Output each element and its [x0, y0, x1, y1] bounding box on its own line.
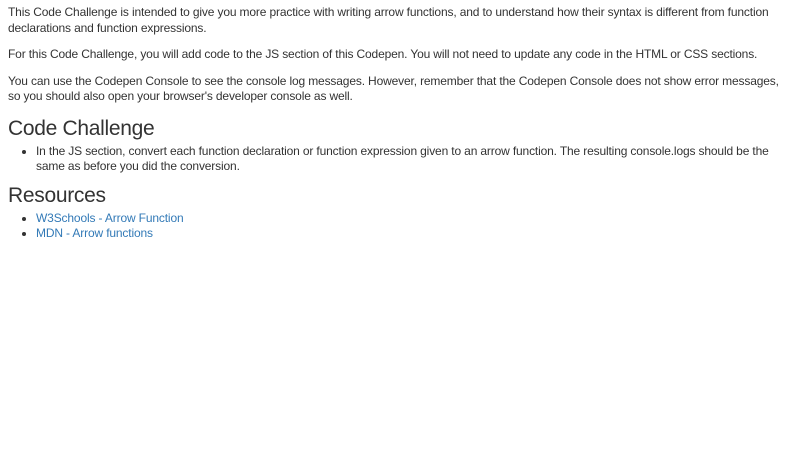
- resource-link-w3schools-arrow-function[interactable]: W3Schools - Arrow Function: [36, 210, 184, 225]
- resources-list-item: [36, 226, 792, 242]
- intro-paragraph-2: For this Code Challenge, you will add code to the JS section of this Codepen. You will not need to update any code in the HTML or CSS sections.: [8, 47, 758, 61]
- intro-paragraph-3: You can use the Codepen Console to see the console log messages. However, remember that the Codepen Console does not show error messages, so you should also open your browser's developer console as well.: [8, 73, 779, 103]
- resource-link-mdn-arrow-functions[interactable]: MDN - Arrow functions: [36, 226, 153, 240]
- resources-list: [8, 211, 792, 242]
- intro-paragraph-1: This Code Challenge is intended to give you more practice with writing arrow functions, and to understand how their syntax is different from function declarations and function expressions.: [8, 5, 769, 35]
- code-challenge-heading: Code Challenge: [8, 116, 155, 140]
- code-challenge-list: [8, 144, 792, 175]
- resources-heading: Resources: [8, 183, 106, 207]
- code-challenge-list-item: • In the JS section, convert each function declaration or function expression given to an arrow function. The resulting console.logs should be the same as before you did the conversion.: [36, 144, 792, 175]
- resources-list-item: [36, 211, 792, 227]
